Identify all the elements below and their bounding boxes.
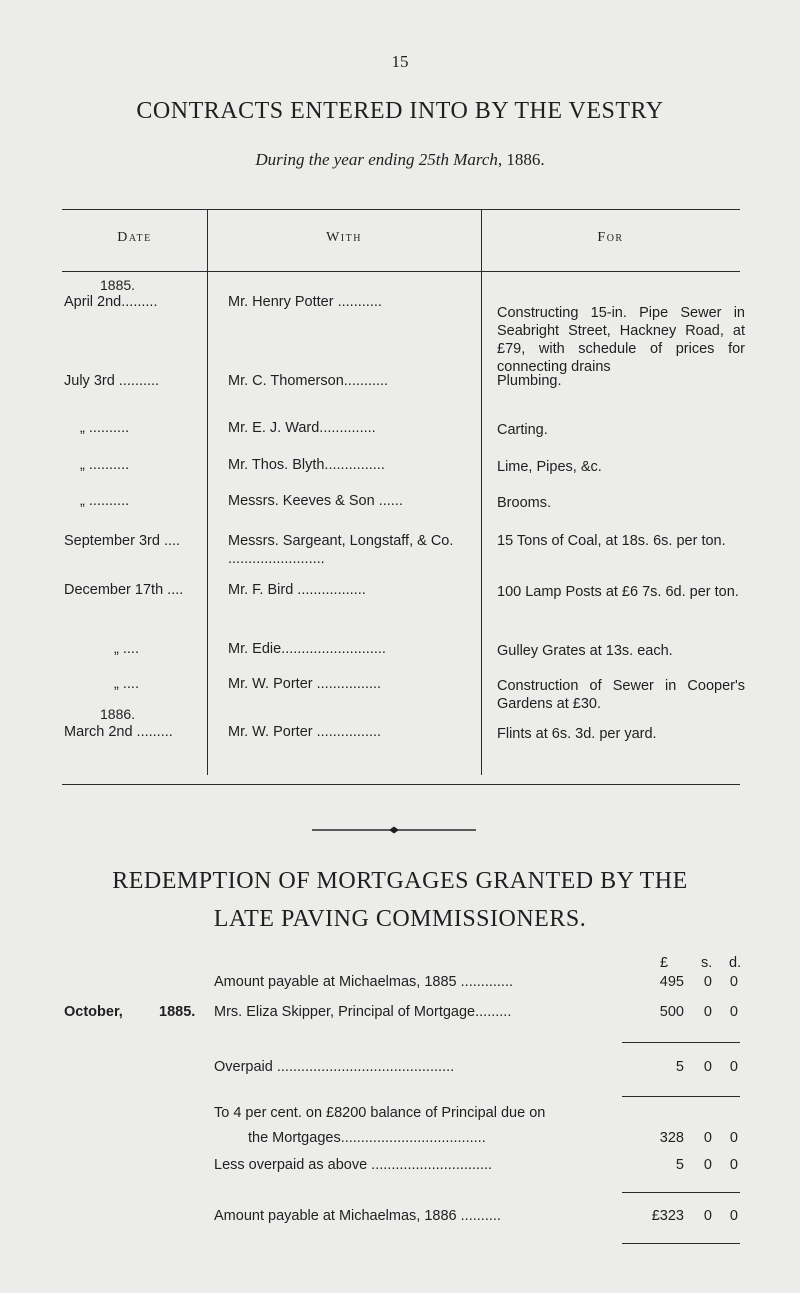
ledger-shillings-5: 0 (703, 1130, 712, 1146)
row-2-date: July 3rd .......... (64, 373, 160, 389)
ledger-shillings-3: 0 (703, 1059, 712, 1075)
row-6-date: September 3rd .... (64, 533, 181, 549)
row-10-date: March 2nd ......... (64, 724, 173, 740)
col-pence-header: d. (729, 955, 742, 971)
row-7-for: 100 Lamp Posts at £6 7s. 6d. per ton. (497, 584, 739, 600)
ledger-shillings-6: 0 (703, 1157, 712, 1173)
row-1-with: Mr. Henry Potter ........... (228, 294, 382, 310)
table-divider-1 (207, 209, 208, 775)
ledger-pence-2: 0 (729, 1004, 738, 1020)
sum-rule-2 (622, 1096, 740, 1097)
page-number: 15 (391, 52, 409, 71)
ledger-pence-3: 0 (729, 1059, 738, 1075)
ledger-pounds-7: £323 (651, 1208, 684, 1224)
subtitle-prefix: During the year ending (255, 150, 415, 169)
row-1-date: April 2nd......... (64, 294, 158, 310)
page-subtitle (0, 150, 800, 170)
col-pounds-header: £ (660, 955, 669, 971)
col-shillings-header: s. (701, 955, 713, 971)
row-5-with: Messrs. Keeves & Son ...... (228, 493, 403, 509)
row-1-for: Constructing 15-in. Pipe Sewer in Seabright Street, Hackney Road, at £79, with schedule of prices for connecting drains (497, 305, 745, 375)
header-with: With (326, 230, 362, 245)
ledger-shillings-2: 0 (703, 1004, 712, 1020)
row-6-for: 15 Tons of Coal, at 18s. 6s. per ton. (497, 533, 726, 549)
row-5-for: Brooms. (497, 495, 551, 511)
year-1885: 1885. (100, 277, 136, 293)
row-9-for: Construction of Sewer in Cooper's Gardens at £30. (497, 678, 745, 712)
row-9-with: Mr. W. Porter ................ (228, 676, 382, 692)
ledger-shillings-1: 0 (703, 974, 712, 990)
ledger-label-4: To 4 per cent. on £8200 balance of Principal due on (214, 1105, 546, 1121)
row-2-with: Mr. C. Thomerson........... (228, 373, 389, 389)
ledger-date-month: October, (64, 1004, 123, 1020)
ledger-label-1: Amount payable at Michaelmas, 1885 ............. (214, 974, 514, 990)
row-2-for: Plumbing. (497, 373, 562, 389)
row-8-with: Mr. Edie.......................... (228, 641, 386, 657)
subtitle-date: 25th March, (418, 150, 503, 169)
table-top-rule (62, 209, 740, 210)
row-8-date: „ .... (114, 641, 139, 657)
subtitle-year: 1886. (506, 150, 545, 169)
row-3-with: Mr. E. J. Ward.............. (228, 420, 376, 436)
row-5-date: „ .......... (80, 493, 130, 509)
row-9-date: „ .... (114, 676, 139, 692)
ledger-pounds-2: 500 (659, 1004, 684, 1020)
ledger-pounds-5: 328 (659, 1130, 684, 1146)
ledger-shillings-7: 0 (703, 1208, 712, 1224)
sum-rule-3 (622, 1192, 740, 1193)
redemption-title-line1: REDEMPTION OF MORTGAGES GRANTED BY THE (112, 868, 688, 894)
ledger-label-6: Less overpaid as above .............................. (214, 1157, 493, 1173)
row-4-with: Mr. Thos. Blyth............... (228, 457, 385, 473)
ledger-label-3: Overpaid ............................................ (214, 1059, 455, 1075)
table-header-rule (62, 271, 740, 272)
row-6-with: Messrs. Sargeant, Longstaff, & Co. ........................ (228, 533, 454, 567)
row-4-date: „ .......... (80, 457, 130, 473)
ledger-pounds-1: 495 (659, 974, 684, 990)
sum-rule-4 (622, 1243, 740, 1244)
row-3-for: Carting. (497, 422, 548, 438)
row-7-with: Mr. F. Bird ................. (228, 582, 366, 598)
ledger-label-7: Amount payable at Michaelmas, 1886 .......... (214, 1208, 501, 1224)
ledger-pounds-6: 5 (675, 1157, 684, 1173)
row-3-date: „ .......... (80, 420, 130, 436)
divider-ornament (312, 826, 476, 834)
ledger-pence-6: 0 (729, 1157, 738, 1173)
ledger-pence-7: 0 (729, 1208, 738, 1224)
ledger-pounds-3: 5 (675, 1059, 684, 1075)
ledger-date-year: 1885. (159, 1004, 196, 1020)
year-1886: 1886. (100, 706, 136, 722)
row-10-for: Flints at 6s. 3d. per yard. (497, 726, 657, 742)
ledger-label-2: Mrs. Eliza Skipper, Principal of Mortgage......... (214, 1004, 512, 1020)
row-10-with: Mr. W. Porter ................ (228, 724, 382, 740)
table-divider-2 (481, 209, 482, 775)
ledger-pence-1: 0 (729, 974, 738, 990)
table-bottom-rule (62, 784, 740, 785)
ledger-pence-5: 0 (729, 1130, 738, 1146)
ledger-label-5: the Mortgages.................................... (248, 1130, 486, 1146)
row-7-date: December 17th .... (64, 582, 184, 598)
row-4-for: Lime, Pipes, &c. (497, 459, 602, 475)
header-for: For (597, 230, 624, 245)
page-title: CONTRACTS ENTERED INTO BY THE VESTRY (136, 98, 664, 124)
sum-rule-1 (622, 1042, 740, 1043)
redemption-title-line2: LATE PAVING COMMISSIONERS. (213, 906, 587, 932)
row-8-for: Gulley Grates at 13s. each. (497, 643, 673, 659)
header-date: Date (117, 230, 152, 245)
